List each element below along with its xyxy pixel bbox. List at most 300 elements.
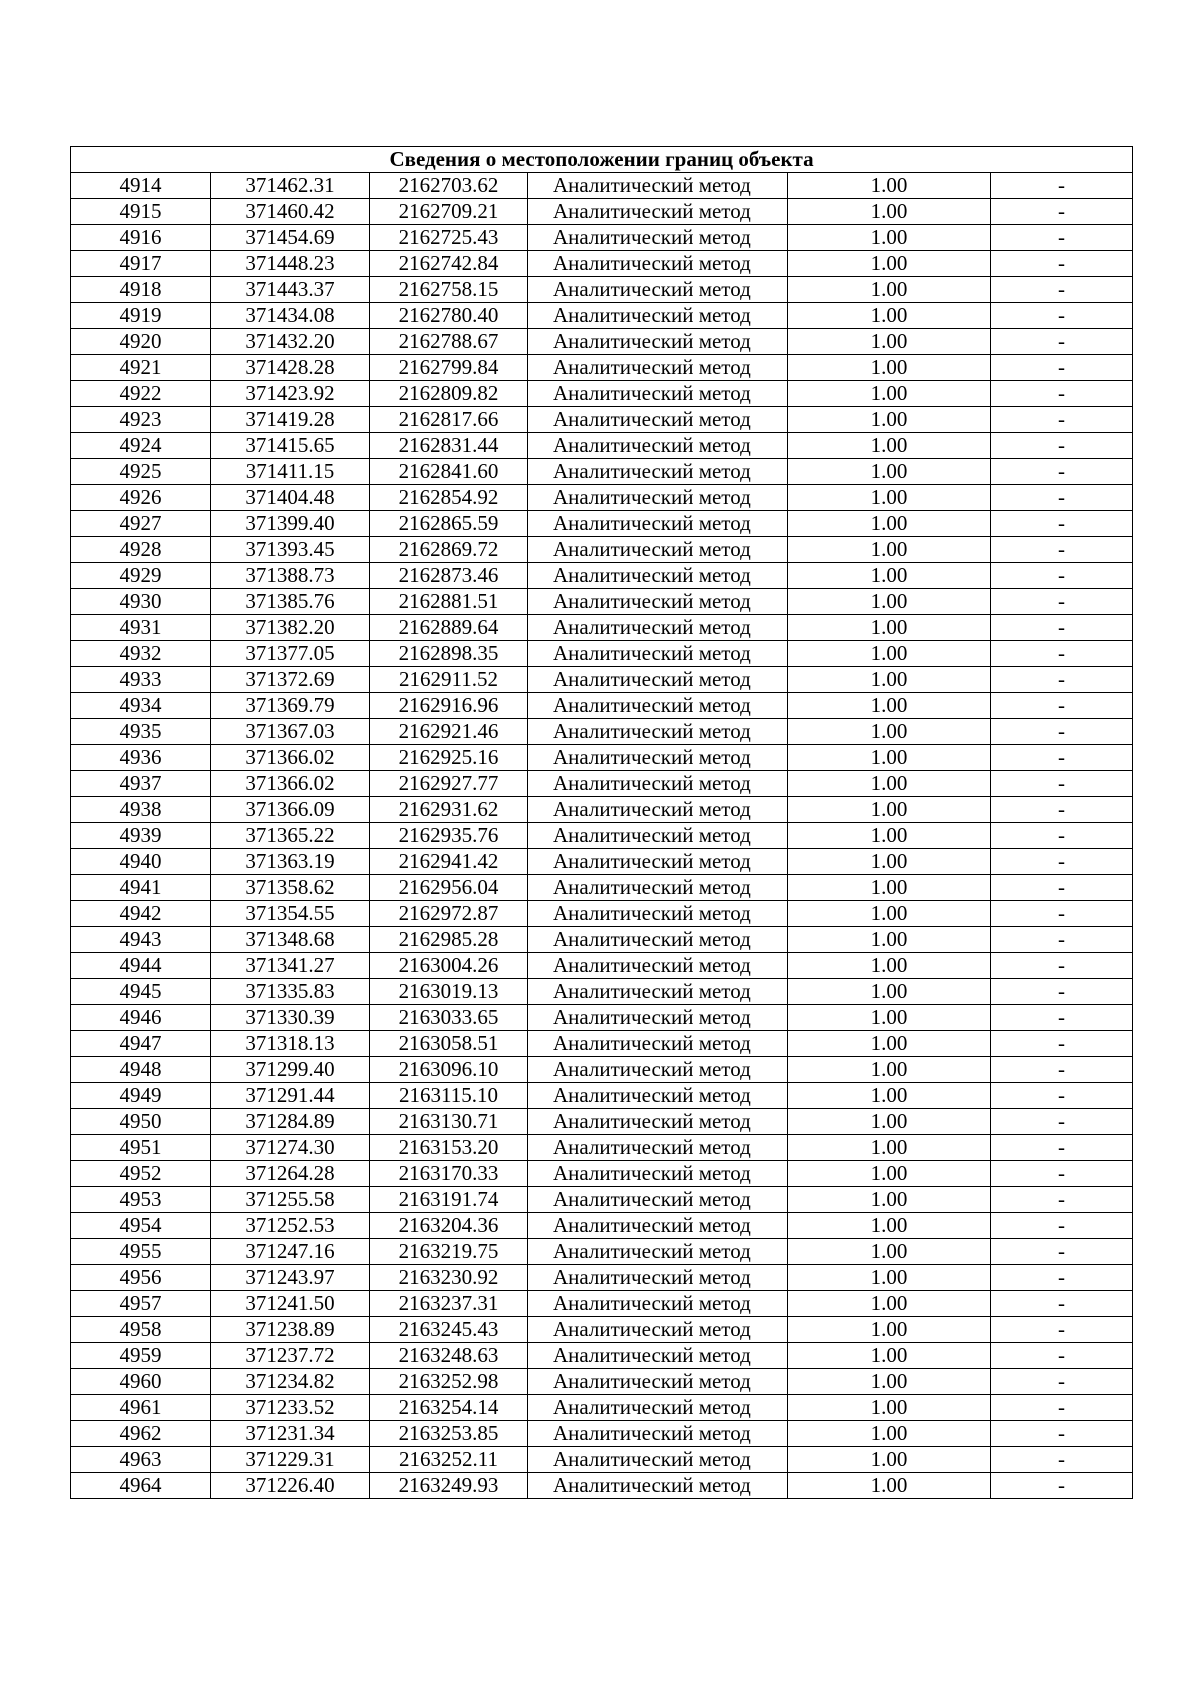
x-coordinate-cell: 371274.30 [211,1135,370,1161]
accuracy-cell: 1.00 [788,797,991,823]
table-row [71,225,1133,251]
x-coordinate-cell: 371348.68 [211,927,370,953]
y-coordinate-cell: 2162911.52 [370,667,528,693]
table-row [71,1031,1133,1057]
description-cell: - [991,329,1133,355]
point-number-cell: 4953 [71,1187,211,1213]
description-cell: - [991,849,1133,875]
x-coordinate-cell: 371241.50 [211,1291,370,1317]
method-cell: Аналитический метод [528,1109,788,1135]
description-cell: - [991,485,1133,511]
method-cell: Аналитический метод [528,875,788,901]
method-cell: Аналитический метод [528,745,788,771]
table-row [71,1239,1133,1265]
x-coordinate-cell: 371243.97 [211,1265,370,1291]
method-cell: Аналитический метод [528,1161,788,1187]
x-coordinate-cell: 371377.05 [211,641,370,667]
table-row [71,1291,1133,1317]
accuracy-cell: 1.00 [788,355,991,381]
point-number-cell: 4963 [71,1447,211,1473]
point-number-cell: 4927 [71,511,211,537]
accuracy-cell: 1.00 [788,823,991,849]
x-coordinate-cell: 371335.83 [211,979,370,1005]
table-row [71,485,1133,511]
accuracy-cell: 1.00 [788,1239,991,1265]
y-coordinate-cell: 2162889.64 [370,615,528,641]
description-cell: - [991,953,1133,979]
x-coordinate-cell: 371369.79 [211,693,370,719]
point-number-cell: 4937 [71,771,211,797]
table-row [71,511,1133,537]
table-row [71,1369,1133,1395]
x-coordinate-cell: 371299.40 [211,1057,370,1083]
accuracy-cell: 1.00 [788,1291,991,1317]
method-cell: Аналитический метод [528,225,788,251]
description-cell: - [991,1213,1133,1239]
description-cell: - [991,511,1133,537]
accuracy-cell: 1.00 [788,303,991,329]
point-number-cell: 4931 [71,615,211,641]
description-cell: - [991,719,1133,745]
method-cell: Аналитический метод [528,355,788,381]
x-coordinate-cell: 371419.28 [211,407,370,433]
x-coordinate-cell: 371247.16 [211,1239,370,1265]
x-coordinate-cell: 371434.08 [211,303,370,329]
table-row [71,953,1133,979]
accuracy-cell: 1.00 [788,433,991,459]
point-number-cell: 4921 [71,355,211,381]
description-cell: - [991,667,1133,693]
table-row [71,1395,1133,1421]
x-coordinate-cell: 371423.92 [211,381,370,407]
point-number-cell: 4918 [71,277,211,303]
accuracy-cell: 1.00 [788,1473,991,1499]
method-cell: Аналитический метод [528,1057,788,1083]
x-coordinate-cell: 371432.20 [211,329,370,355]
description-cell: - [991,199,1133,225]
y-coordinate-cell: 2163230.92 [370,1265,528,1291]
table-row [71,459,1133,485]
y-coordinate-cell: 2162972.87 [370,901,528,927]
y-coordinate-cell: 2162817.66 [370,407,528,433]
x-coordinate-cell: 371428.28 [211,355,370,381]
point-number-cell: 4941 [71,875,211,901]
x-coordinate-cell: 371415.65 [211,433,370,459]
x-coordinate-cell: 371264.28 [211,1161,370,1187]
point-number-cell: 4964 [71,1473,211,1499]
description-cell: - [991,589,1133,615]
method-cell: Аналитический метод [528,303,788,329]
table-row [71,251,1133,277]
accuracy-cell: 1.00 [788,381,991,407]
table-row [71,797,1133,823]
method-cell: Аналитический метод [528,277,788,303]
point-number-cell: 4928 [71,537,211,563]
point-number-cell: 4948 [71,1057,211,1083]
method-cell: Аналитический метод [528,771,788,797]
x-coordinate-cell: 371393.45 [211,537,370,563]
x-coordinate-cell: 371354.55 [211,901,370,927]
description-cell: - [991,433,1133,459]
point-number-cell: 4950 [71,1109,211,1135]
x-coordinate-cell: 371372.69 [211,667,370,693]
y-coordinate-cell: 2162758.15 [370,277,528,303]
accuracy-cell: 1.00 [788,1343,991,1369]
accuracy-cell: 1.00 [788,667,991,693]
accuracy-cell: 1.00 [788,1421,991,1447]
description-cell: - [991,1239,1133,1265]
point-number-cell: 4934 [71,693,211,719]
table-title: Сведения о местоположении границ объекта [71,147,1133,173]
method-cell: Аналитический метод [528,1187,788,1213]
table-row [71,1135,1133,1161]
accuracy-cell: 1.00 [788,719,991,745]
x-coordinate-cell: 371363.19 [211,849,370,875]
x-coordinate-cell: 371237.72 [211,1343,370,1369]
point-number-cell: 4925 [71,459,211,485]
x-coordinate-cell: 371382.20 [211,615,370,641]
method-cell: Аналитический метод [528,459,788,485]
description-cell: - [991,1083,1133,1109]
y-coordinate-cell: 2162831.44 [370,433,528,459]
accuracy-cell: 1.00 [788,589,991,615]
table-row [71,537,1133,563]
description-cell: - [991,979,1133,1005]
method-cell: Аналитический метод [528,797,788,823]
description-cell: - [991,407,1133,433]
y-coordinate-cell: 2163170.33 [370,1161,528,1187]
description-cell: - [991,1395,1133,1421]
accuracy-cell: 1.00 [788,1369,991,1395]
x-coordinate-cell: 371365.22 [211,823,370,849]
table-row [71,979,1133,1005]
table-row [71,615,1133,641]
description-cell: - [991,1421,1133,1447]
point-number-cell: 4960 [71,1369,211,1395]
accuracy-cell: 1.00 [788,979,991,1005]
table-row [71,1057,1133,1083]
table-row [71,329,1133,355]
method-cell: Аналитический метод [528,927,788,953]
accuracy-cell: 1.00 [788,1057,991,1083]
method-cell: Аналитический метод [528,1239,788,1265]
description-cell: - [991,1005,1133,1031]
y-coordinate-cell: 2162916.96 [370,693,528,719]
method-cell: Аналитический метод [528,199,788,225]
y-coordinate-cell: 2162854.92 [370,485,528,511]
y-coordinate-cell: 2162788.67 [370,329,528,355]
y-coordinate-cell: 2163237.31 [370,1291,528,1317]
point-number-cell: 4932 [71,641,211,667]
table-body [71,147,1133,1499]
accuracy-cell: 1.00 [788,615,991,641]
description-cell: - [991,1265,1133,1291]
method-cell: Аналитический метод [528,667,788,693]
y-coordinate-cell: 2163204.36 [370,1213,528,1239]
description-cell: - [991,641,1133,667]
table-row [71,1213,1133,1239]
accuracy-cell: 1.00 [788,1317,991,1343]
table-row [71,745,1133,771]
description-cell: - [991,1473,1133,1499]
method-cell: Аналитический метод [528,1291,788,1317]
description-cell: - [991,745,1133,771]
accuracy-cell: 1.00 [788,225,991,251]
table-row [71,849,1133,875]
accuracy-cell: 1.00 [788,1187,991,1213]
table-row [71,1187,1133,1213]
y-coordinate-cell: 2163252.98 [370,1369,528,1395]
method-cell: Аналитический метод [528,1213,788,1239]
table-row [71,407,1133,433]
point-number-cell: 4938 [71,797,211,823]
point-number-cell: 4958 [71,1317,211,1343]
method-cell: Аналитический метод [528,823,788,849]
x-coordinate-cell: 371284.89 [211,1109,370,1135]
y-coordinate-cell: 2162709.21 [370,199,528,225]
description-cell: - [991,823,1133,849]
x-coordinate-cell: 371367.03 [211,719,370,745]
table-row [71,589,1133,615]
accuracy-cell: 1.00 [788,953,991,979]
point-number-cell: 4914 [71,173,211,199]
description-cell: - [991,1447,1133,1473]
y-coordinate-cell: 2162881.51 [370,589,528,615]
x-coordinate-cell: 371234.82 [211,1369,370,1395]
x-coordinate-cell: 371358.62 [211,875,370,901]
y-coordinate-cell: 2162935.76 [370,823,528,849]
y-coordinate-cell: 2162931.62 [370,797,528,823]
point-number-cell: 4944 [71,953,211,979]
method-cell: Аналитический метод [528,407,788,433]
y-coordinate-cell: 2163115.10 [370,1083,528,1109]
y-coordinate-cell: 2162869.72 [370,537,528,563]
point-number-cell: 4940 [71,849,211,875]
accuracy-cell: 1.00 [788,1135,991,1161]
x-coordinate-cell: 371318.13 [211,1031,370,1057]
method-cell: Аналитический метод [528,953,788,979]
y-coordinate-cell: 2162742.84 [370,251,528,277]
point-number-cell: 4936 [71,745,211,771]
table-row [71,355,1133,381]
accuracy-cell: 1.00 [788,251,991,277]
method-cell: Аналитический метод [528,849,788,875]
accuracy-cell: 1.00 [788,485,991,511]
description-cell: - [991,1187,1133,1213]
y-coordinate-cell: 2163249.93 [370,1473,528,1499]
description-cell: - [991,1031,1133,1057]
point-number-cell: 4922 [71,381,211,407]
y-coordinate-cell: 2162865.59 [370,511,528,537]
y-coordinate-cell: 2162841.60 [370,459,528,485]
method-cell: Аналитический метод [528,1265,788,1291]
accuracy-cell: 1.00 [788,771,991,797]
point-number-cell: 4952 [71,1161,211,1187]
y-coordinate-cell: 2162925.16 [370,745,528,771]
accuracy-cell: 1.00 [788,1031,991,1057]
point-number-cell: 4942 [71,901,211,927]
y-coordinate-cell: 2163096.10 [370,1057,528,1083]
accuracy-cell: 1.00 [788,459,991,485]
accuracy-cell: 1.00 [788,1395,991,1421]
description-cell: - [991,927,1133,953]
description-cell: - [991,1109,1133,1135]
table-row [71,1473,1133,1499]
y-coordinate-cell: 2163004.26 [370,953,528,979]
y-coordinate-cell: 2162799.84 [370,355,528,381]
description-cell: - [991,251,1133,277]
table-row [71,1317,1133,1343]
point-number-cell: 4939 [71,823,211,849]
description-cell: - [991,459,1133,485]
x-coordinate-cell: 371404.48 [211,485,370,511]
description-cell: - [991,225,1133,251]
point-number-cell: 4962 [71,1421,211,1447]
accuracy-cell: 1.00 [788,901,991,927]
method-cell: Аналитический метод [528,1317,788,1343]
point-number-cell: 4929 [71,563,211,589]
x-coordinate-cell: 371341.27 [211,953,370,979]
description-cell: - [991,901,1133,927]
table-row [71,641,1133,667]
x-coordinate-cell: 371388.73 [211,563,370,589]
y-coordinate-cell: 2163248.63 [370,1343,528,1369]
y-coordinate-cell: 2163153.20 [370,1135,528,1161]
x-coordinate-cell: 371255.58 [211,1187,370,1213]
x-coordinate-cell: 371226.40 [211,1473,370,1499]
y-coordinate-cell: 2163253.85 [370,1421,528,1447]
description-cell: - [991,355,1133,381]
point-number-cell: 4954 [71,1213,211,1239]
accuracy-cell: 1.00 [788,1447,991,1473]
method-cell: Аналитический метод [528,537,788,563]
description-cell: - [991,563,1133,589]
method-cell: Аналитический метод [528,1395,788,1421]
point-number-cell: 4926 [71,485,211,511]
method-cell: Аналитический метод [528,1083,788,1109]
table-row [71,173,1133,199]
point-number-cell: 4961 [71,1395,211,1421]
description-cell: - [991,1135,1133,1161]
accuracy-cell: 1.00 [788,1265,991,1291]
method-cell: Аналитический метод [528,693,788,719]
point-number-cell: 4947 [71,1031,211,1057]
x-coordinate-cell: 371366.02 [211,771,370,797]
method-cell: Аналитический метод [528,563,788,589]
table-row [71,927,1133,953]
x-coordinate-cell: 371252.53 [211,1213,370,1239]
y-coordinate-cell: 2163219.75 [370,1239,528,1265]
boundary-coordinates-table [70,146,1133,1499]
method-cell: Аналитический метод [528,511,788,537]
x-coordinate-cell: 371454.69 [211,225,370,251]
accuracy-cell: 1.00 [788,199,991,225]
method-cell: Аналитический метод [528,1447,788,1473]
table-row [71,1161,1133,1187]
point-number-cell: 4943 [71,927,211,953]
table-row [71,1265,1133,1291]
description-cell: - [991,1057,1133,1083]
point-number-cell: 4916 [71,225,211,251]
table-row [71,1343,1133,1369]
table-row [71,1005,1133,1031]
point-number-cell: 4933 [71,667,211,693]
method-cell: Аналитический метод [528,173,788,199]
accuracy-cell: 1.00 [788,641,991,667]
description-cell: - [991,1291,1133,1317]
y-coordinate-cell: 2162703.62 [370,173,528,199]
table-row [71,875,1133,901]
method-cell: Аналитический метод [528,1135,788,1161]
accuracy-cell: 1.00 [788,745,991,771]
table-row [71,901,1133,927]
table-row [71,1421,1133,1447]
description-cell: - [991,1317,1133,1343]
point-number-cell: 4923 [71,407,211,433]
accuracy-cell: 1.00 [788,927,991,953]
accuracy-cell: 1.00 [788,1213,991,1239]
point-number-cell: 4930 [71,589,211,615]
accuracy-cell: 1.00 [788,1005,991,1031]
point-number-cell: 4951 [71,1135,211,1161]
method-cell: Аналитический метод [528,1369,788,1395]
y-coordinate-cell: 2163254.14 [370,1395,528,1421]
description-cell: - [991,381,1133,407]
y-coordinate-cell: 2162985.28 [370,927,528,953]
y-coordinate-cell: 2163245.43 [370,1317,528,1343]
y-coordinate-cell: 2163130.71 [370,1109,528,1135]
method-cell: Аналитический метод [528,1005,788,1031]
method-cell: Аналитический метод [528,1421,788,1447]
table-row [71,693,1133,719]
x-coordinate-cell: 371330.39 [211,1005,370,1031]
x-coordinate-cell: 371291.44 [211,1083,370,1109]
accuracy-cell: 1.00 [788,849,991,875]
point-number-cell: 4945 [71,979,211,1005]
description-cell: - [991,1343,1133,1369]
table-row [71,771,1133,797]
table-row [71,563,1133,589]
x-coordinate-cell: 371411.15 [211,459,370,485]
table-row [71,277,1133,303]
accuracy-cell: 1.00 [788,1161,991,1187]
method-cell: Аналитический метод [528,615,788,641]
point-number-cell: 4949 [71,1083,211,1109]
y-coordinate-cell: 2162873.46 [370,563,528,589]
x-coordinate-cell: 371231.34 [211,1421,370,1447]
y-coordinate-cell: 2162927.77 [370,771,528,797]
accuracy-cell: 1.00 [788,329,991,355]
x-coordinate-cell: 371229.31 [211,1447,370,1473]
method-cell: Аналитический метод [528,485,788,511]
point-number-cell: 4946 [71,1005,211,1031]
point-number-cell: 4915 [71,199,211,225]
x-coordinate-cell: 371366.09 [211,797,370,823]
table-row [71,823,1133,849]
accuracy-cell: 1.00 [788,563,991,589]
accuracy-cell: 1.00 [788,407,991,433]
point-number-cell: 4917 [71,251,211,277]
y-coordinate-cell: 2163019.13 [370,979,528,1005]
description-cell: - [991,303,1133,329]
accuracy-cell: 1.00 [788,1109,991,1135]
table-row [71,303,1133,329]
method-cell: Аналитический метод [528,1031,788,1057]
method-cell: Аналитический метод [528,589,788,615]
description-cell: - [991,797,1133,823]
accuracy-cell: 1.00 [788,511,991,537]
method-cell: Аналитический метод [528,1343,788,1369]
